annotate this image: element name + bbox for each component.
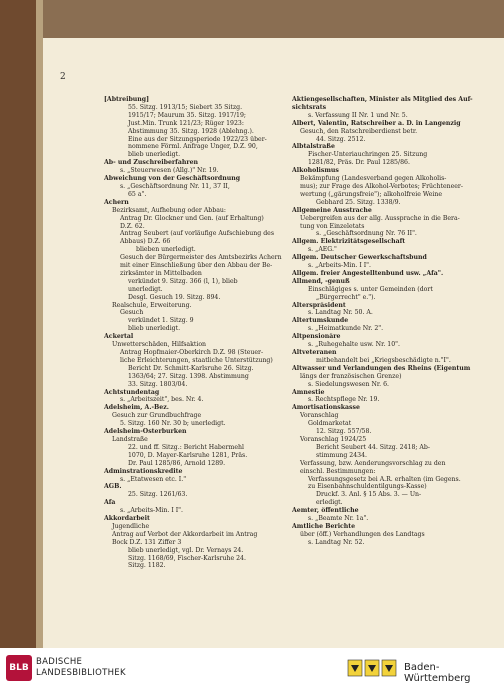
index-heading: [Abtreibung] <box>104 96 150 103</box>
index-heading: Aemter, öffentliche <box>292 507 359 515</box>
index-heading: Aktiengesellschaften, Minister als Mitglied des Auf- <box>292 96 473 103</box>
index-entry: längs der französischen Grenze) <box>300 372 402 380</box>
index-entry: 25. Sitzg. 1261/63. <box>128 491 188 499</box>
index-entry: mus); zur Frage des Alkohol-Verbotes; Früchteneer- <box>300 182 463 190</box>
index-entry: Uebergreifen aus der allg. Aussprache in die Bera- <box>300 214 460 222</box>
index-entry: s. Rechtspflege Nr. 19. <box>308 396 380 404</box>
index-entry: 1915/17; Maurum 35. Sitzg. 1917/19; <box>128 111 246 119</box>
index-heading: Albtalstraße <box>292 143 335 151</box>
index-entry: s. „Etatwesen etc. I." <box>120 475 187 483</box>
index-heading: Altertumskunde <box>292 317 349 325</box>
cover-top <box>43 0 504 38</box>
index-entry: 44. Sitzg. 2512. <box>316 135 366 143</box>
index-entry: 55. Sitzg. 1913/15; Siebert 35 Sitzg. <box>128 103 243 111</box>
index-heading: Abweichung von der Geschäftsordnung <box>104 175 241 183</box>
index-column-left <box>104 96 286 570</box>
index-entry: über (öff.) Verhandlungen des Landtags <box>300 530 425 538</box>
index-entry: Sitzg. 1182. <box>128 562 166 570</box>
index-entry: Desgl. Gesuch 19. Sitzg. 894. <box>128 293 221 301</box>
index-entry: blieb unerledigt. <box>128 325 181 333</box>
index-entry: s. Landtag Nr. 52. <box>308 538 365 546</box>
index-entry: Landstraße <box>112 435 148 443</box>
index-entry: Bericht Dr. Schmitt-Karlsruhe 26. Sitzg. <box>128 364 254 372</box>
index-entry: Bezirksamt, Aufhebung oder Abbau: <box>112 206 226 214</box>
index-entry: nommene Förml. Anfrage Unger, D.Z. 90, <box>128 143 258 151</box>
index-entry: 1363/64; 27. Sitzg. 1398. Abstimmung <box>128 372 249 380</box>
index-entry: Verfassungsgesetz bei A.R. erhalten (im Gegens. <box>308 475 461 483</box>
index-entry: unerledigt. <box>128 285 163 293</box>
index-heading: Adelsheim-Osterburken <box>104 428 187 436</box>
index-heading: Afa <box>104 499 116 507</box>
index-entry: Antrag Hopfmaier-Oberkirch D.Z. 98 (Steuer- <box>120 349 264 356</box>
index-heading: Amortisationskasse <box>292 404 360 412</box>
index-entry: Goldmarketat <box>308 420 352 428</box>
blb-line-1: BADISCHE <box>36 657 83 667</box>
index-entry: blieb unerledigt, vgl. Dr. Vernays 24. <box>128 546 244 554</box>
index-heading: Ackertal <box>104 333 134 341</box>
index-entry: Antrag Dr. Glockner und Gen. (auf Erhaltung) <box>120 214 264 222</box>
index-entry: „Bürgerrecht" e."). <box>316 293 376 301</box>
index-entry: s. „Arbeits-Min. I I". <box>308 262 371 270</box>
index-heading: Allgem. Elektrizitätsgesellschaft <box>292 238 406 246</box>
index-entry: s. Verfassung II Nr. 1 und Nr. 5. <box>308 111 408 119</box>
index-entry: 1281/82, Präs. Dr. Paul 1285/86. <box>308 159 410 167</box>
index-entry: Bericht Seubert 44. Sitzg. 2418; Ab- <box>316 443 430 451</box>
index-heading: Altwasser und Verlandungen des Rheins (Eigentum <box>292 364 471 372</box>
book-spine <box>0 0 40 648</box>
index-entry: s. Landtag Nr. 50. A. <box>308 309 373 317</box>
index-entry: D.Z. 62. <box>120 222 145 230</box>
index-entry: Jugendliche <box>112 522 150 530</box>
index-entry: s. „Steuerwesen (Allg.)" Nr. 19. <box>120 167 219 175</box>
index-entry: Verfassung, bzw. Aenderungsvorschlag zu den <box>300 459 446 467</box>
footer-bar <box>0 648 504 690</box>
index-entry: Druckf. 3. Anl. § 15 Abs. 3. — Un- <box>316 491 422 499</box>
index-heading: Amnestie <box>292 388 325 396</box>
index-entry: zu Eisenbahnschuldentilgungs-Kasse) <box>308 483 427 491</box>
index-entry: Gesuch zur Grundbuchfrage <box>112 412 202 420</box>
baden-wuerttemberg-crest-icon <box>346 657 400 679</box>
index-entry: s. „Beamte Nr. 1a". <box>308 515 369 523</box>
index-entry: Antrag auf Verbot der Akkordarbeit im Antrag <box>112 530 258 538</box>
index-heading: Alkoholismus <box>292 167 339 175</box>
blb-name <box>36 657 126 679</box>
index-heading: Achern <box>104 198 129 206</box>
baden-wuerttemberg-label[interactable]: Baden-Württemberg <box>404 662 471 684</box>
index-entry: Abbaus) D.Z. 66 <box>120 238 171 246</box>
index-entry: s. „Heimatkunde Nr. 2". <box>308 325 384 333</box>
index-entry: 65 a". <box>128 190 147 198</box>
index-entry: Just.Min. Trunk 121/23; Rüger 1923: <box>128 119 244 127</box>
index-entry: Unwetterschäden, Hilfsaktion <box>112 341 207 349</box>
index-entry: s. „Geschäftsordnung Nr. 76 II". <box>316 230 417 238</box>
index-heading: Albert, Valentin, Ratschreiber a. D. in Langenzig <box>292 119 461 127</box>
index-entry: Fischer-Unteriauchringen 25. Sitzung <box>308 151 428 159</box>
index-heading: Allgem. Deutscher Gewerkschaftsbund <box>292 254 427 262</box>
index-heading: Altpensionäre <box>292 333 341 341</box>
index-entry: 5. Sitzg. 160 Nr. 30 b; unerledigt. <box>120 420 226 428</box>
index-entry: 12. Sitzg. 557/58. <box>316 428 372 436</box>
index-heading: Adminstrationskredite <box>104 467 183 475</box>
index-entry: mitbehandelt bei „Kriegsbeschädigte n."I". <box>316 356 451 364</box>
index-entry: s. „Arbeitszeit", bes. Nr. 4. <box>120 396 204 404</box>
index-entry: s. „AEG." <box>308 246 337 254</box>
index-entry: zirksämter in Mittelbaden <box>120 269 202 277</box>
index-entry: s. „Arbeits-Min. I I". <box>120 507 183 515</box>
index-entry: Gebhard 25. Sitzg. 1338/9. <box>316 198 401 206</box>
index-entry: 33. Sitzg. 1803/04. <box>128 380 188 388</box>
index-entry: 1070, D. Mayer-Karlsruhe 1281, Präs. <box>128 451 248 459</box>
index-entry: Dr. Paul 1285/86, Arnold 1289. <box>128 459 226 467</box>
index-heading: Altveteranen <box>292 349 337 356</box>
index-heading: Achtstundentag <box>104 388 160 396</box>
index-entry: mit einer Einschließung über den Abbau der Be- <box>120 262 273 270</box>
index-entry: Gesuch, den Ratschreiberdienst betr. <box>300 127 418 135</box>
index-column-right <box>292 96 500 547</box>
index-entry: einschl. Bestimmungen: <box>300 467 376 475</box>
index-heading: Adelsheim, A.-Bez. <box>104 404 169 412</box>
index-entry: Bekämpfung (Landesverband gegen Alkoholis- <box>300 175 447 183</box>
index-entry: 22. und ff. Sitzg.: Bericht Habermehl <box>128 443 244 451</box>
index-heading: Allgem. freier Angestelltenbund usw. „Afa". <box>292 269 444 277</box>
index-heading: AGB. <box>104 483 122 491</box>
index-entry: erledigt. <box>316 499 343 507</box>
blb-line-2: LANDESBIBLIOTHEK <box>36 668 126 678</box>
index-entry: blieben unerledigt. <box>136 246 196 254</box>
index-entry: Einschlägiges s. unter Gemeinden (dort <box>308 285 433 293</box>
index-entry: Antrag Seubert (auf vorläufige Aufschiebung des <box>120 230 274 238</box>
index-entry: Gesuch der Bürgermeister des Amtsbezirks Achern <box>120 254 282 262</box>
index-entry: Abstimmung 35. Sitzg. 1928 (Ablehng.). <box>128 127 254 135</box>
index-entry: s. Siedelungswesen Nr. 6. <box>308 380 389 388</box>
index-heading: Amtliche Berichte <box>292 522 356 530</box>
index-heading: sichtsrats <box>292 103 327 111</box>
page-number: 2 <box>60 72 66 82</box>
index-entry: liche Erleichterungen, staatliche Unterstützung) <box>120 356 273 364</box>
index-entry: Eine aus der Sitzungsperiode 1922/23 über- <box>128 135 267 143</box>
blb-logo[interactable]: BLB <box>6 655 32 681</box>
index-entry: s. „Ruhegehalte usw. Nr. 10". <box>308 341 400 349</box>
index-entry: Sitzg. 1168/69, Fischer-Karlsruhe 24. <box>128 554 246 562</box>
index-heading: Alterspräsident <box>292 301 346 309</box>
index-entry: tung von Einzeletats <box>300 222 365 230</box>
index-heading: Ab- und Zuschreiberfahren <box>104 159 199 167</box>
index-entry: Realschule, Erweiterung. <box>112 301 192 309</box>
index-heading: Allmend, -genuß <box>292 277 350 285</box>
index-entry: verkündet 1. Sitzg. 9 <box>128 317 194 325</box>
index-entry: blieb unerledigt. <box>128 151 181 159</box>
index-entry: stimmung 2434. <box>316 451 367 459</box>
index-heading: Akkordarbeit <box>104 515 150 523</box>
index-heading: Allgemeine Ausstrache <box>292 206 372 214</box>
index-entry: s. „Geschäftsordnung Nr. 11, 37 II, <box>120 182 230 190</box>
index-entry: Gesuch <box>120 309 144 317</box>
index-entry: Voranschlag <box>300 412 339 420</box>
index-entry: Bock D.Z. 131 Ziffer 3 <box>112 538 182 546</box>
index-entry: verkündet 9. Sitzg. 366 (l, 1), blieb <box>128 277 238 285</box>
index-entry: wertung („gärungsfreie"); alkoholfreie Weine <box>300 190 442 198</box>
index-entry: Voranschlag 1924/25 <box>300 435 367 443</box>
